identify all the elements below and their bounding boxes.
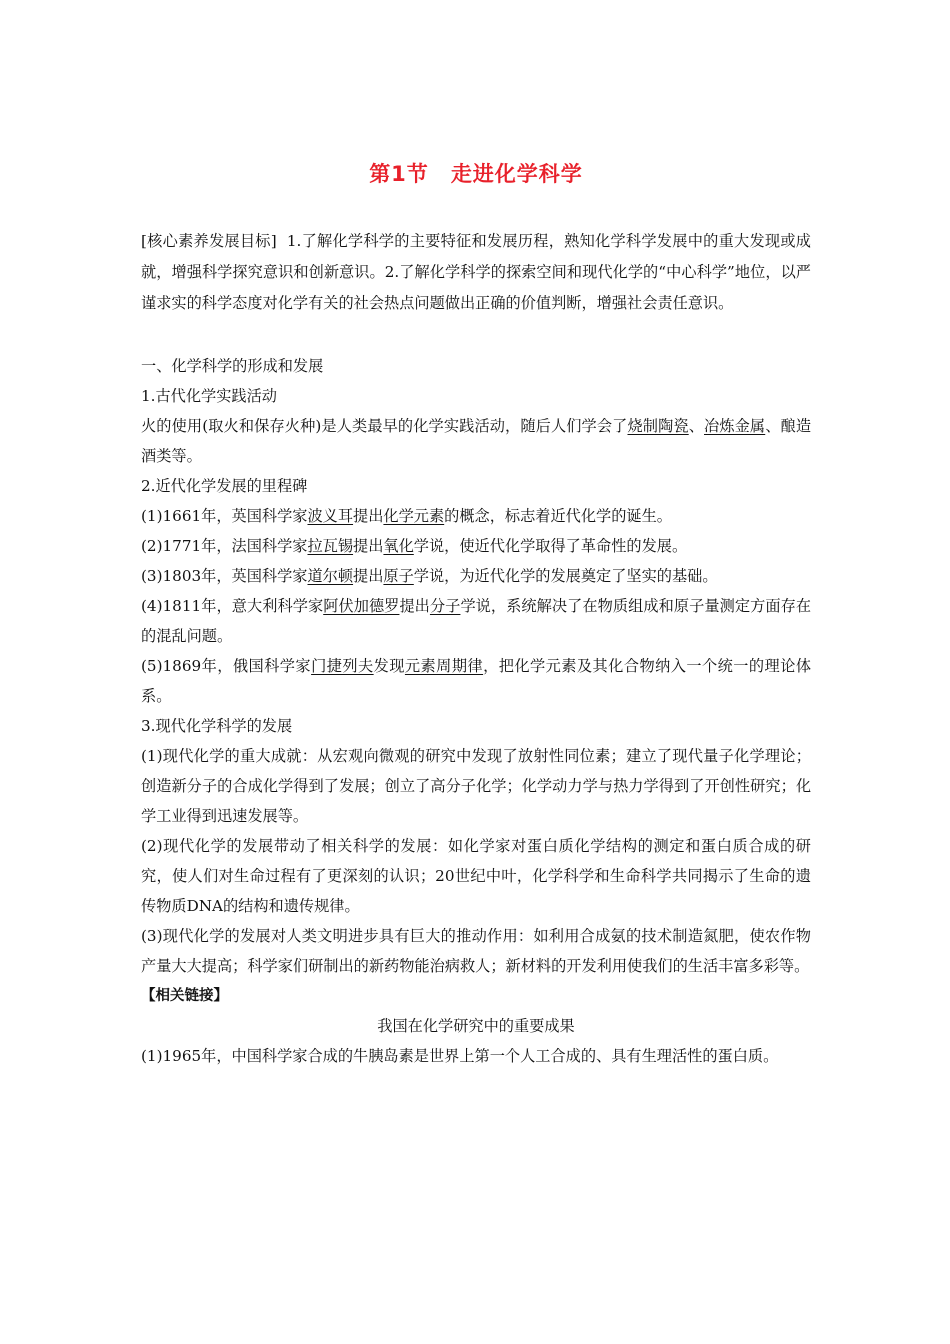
text: 的概念，标志着近代化学的诞生。	[444, 507, 672, 525]
paragraph: (2)现代化学的发展带动了相关科学的发展：如化学家对蛋白质化学结构的测定和蛋白质合成的研究，使人们对生命过程有了更深刻的认识；20世纪中叶，化学科学和生命科学共同揭示了生命的遗传物质DNA的结构和遗传规律。	[141, 837, 811, 915]
paragraph: (1)1965年，中国科学家合成的牛胰岛素是世界上第一个人工合成的、具有生理活性的蛋白质。	[141, 1047, 779, 1065]
text: 提出	[353, 567, 384, 585]
title-section-number: 第1节	[369, 162, 429, 186]
underlined-term: 阿伏加德罗	[323, 597, 400, 615]
text: 学说，为近代化学的发展奠定了坚实的基础。	[413, 567, 718, 585]
text: (5)1869年，俄国科学家	[141, 657, 312, 675]
milestone-item-2	[141, 531, 811, 561]
underlined-term: 分子	[429, 597, 461, 615]
text: 提出	[353, 537, 384, 555]
subsection-heading: 1.古代化学实践活动	[141, 387, 277, 405]
core-goals-label: [核心素养发展目标]	[141, 232, 277, 250]
milestone-item-3	[141, 561, 811, 591]
paragraph	[141, 411, 811, 471]
underlined-term: 原子	[383, 567, 414, 585]
text: 提出	[399, 597, 430, 615]
document-page	[141, 150, 811, 1071]
text: 提出	[353, 507, 384, 525]
underlined-term: 元素周期律	[404, 657, 484, 675]
text: 发现	[373, 657, 405, 675]
text: 、酿造酒类等。	[141, 417, 812, 465]
core-goals-text: 1.了解化学科学的主要特征和发展历程，熟知化学科学发展中的重大发现或成就，增强科学探究意识和创新意识。2.了解化学科学的探索空间和现代化学的“中心科学”地位，以严谨求实的科学态度对化学有关的社会热点问题做出正确的价值判断，增强社会责任意识。	[141, 232, 811, 312]
subsection-heading: 3.现代化学科学的发展	[141, 717, 293, 735]
title-text: 走进化学科学	[450, 162, 583, 186]
milestone-item-5	[141, 651, 811, 711]
underlined-term: 氧化	[383, 537, 414, 555]
underlined-term: 冶炼金属	[704, 417, 766, 435]
core-goals	[141, 226, 811, 319]
paragraph: (1)现代化学的重大成就：从宏观向微观的研究中发现了放射性同位素；建立了现代量子化学理论；创造新分子的合成化学得到了发展；创立了高分子化学；化学动力学与热力学得到了开创性研究；化学工业得到迅速发展等。	[141, 747, 811, 825]
text: (3)1803年，英国科学家	[141, 567, 308, 585]
milestone-item-4	[141, 591, 811, 651]
text: 学说，系统解决了在物质组成和原子量测定方面存在的混乱问题。	[141, 597, 812, 645]
text: (4)1811年，意大利科学家	[141, 597, 324, 615]
page-title	[141, 158, 811, 188]
text: 火的使用(取火和保存火种)是人类最早的化学实践活动，随后人们学会了	[141, 417, 628, 435]
text: (2)1771年，法国科学家	[141, 537, 308, 555]
related-link-heading: 我国在化学研究中的重要成果	[377, 1017, 575, 1035]
text: (1)1661年，英国科学家	[141, 507, 308, 525]
underlined-term: 拉瓦锡	[307, 537, 354, 555]
underlined-term: 化学元素	[383, 507, 445, 525]
text: 学说，使近代化学取得了革命性的发展。	[413, 537, 688, 555]
section-heading: 一、化学科学的形成和发展	[141, 357, 324, 375]
text: ，把化学元素及其化合物纳入一个统一的理论体系。	[141, 657, 812, 705]
underlined-term: 烧制陶瓷	[627, 417, 689, 435]
underlined-term: 道尔顿	[307, 567, 354, 585]
related-link-label: 【相关链接】	[141, 988, 228, 1004]
paragraph: (3)现代化学的发展对人类文明进步具有巨大的推动作用：如利用合成氨的技术制造氮肥，使农作物产量大大提高；科学家们研制出的新药物能治病救人；新材料的开发利用使我们的生活丰富多彩等。	[141, 927, 811, 975]
underlined-term: 门捷列夫	[311, 657, 374, 675]
subsection-heading: 2.近代化学发展的里程碑	[141, 477, 308, 495]
text: 、	[688, 417, 705, 435]
underlined-term: 波义耳	[307, 507, 354, 525]
milestone-item-1	[141, 501, 811, 531]
